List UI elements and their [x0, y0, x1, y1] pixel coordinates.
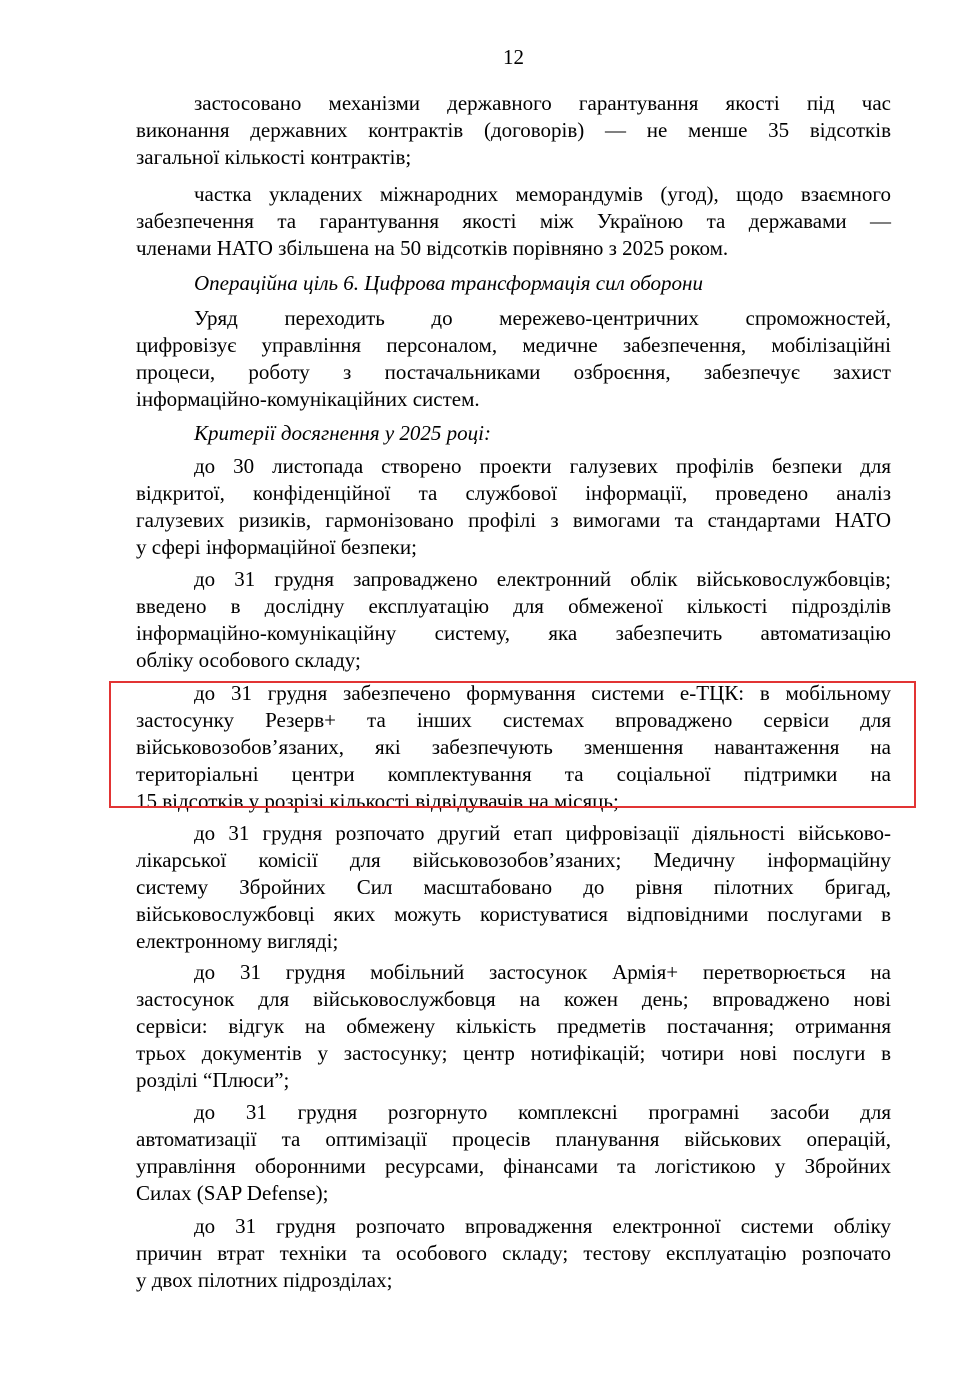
- paragraph-line: обліку особового складу;: [136, 648, 361, 672]
- paragraph-line: до 31 грудня розпочато впровадження електронної системи обліку: [194, 1214, 891, 1238]
- paragraph-government-transition: [136, 305, 891, 413]
- paragraph-line: галузевих ризиків, гармонізовано профілі з вимогами та стандартами НАТО: [136, 508, 891, 532]
- paragraph-line: відкритої, конфіденційної та службової інформації, проведено аналіз: [136, 481, 891, 505]
- paragraph-line: територіальні центри комплектування та соціальної підтримки на: [136, 762, 891, 786]
- paragraph-line: до 31 грудня розпочато другий етап цифровізації діяльності військово-: [194, 821, 891, 845]
- paragraph-line: до 31 грудня запроваджено електронний облік військовослужбовців;: [194, 567, 891, 591]
- paragraph-nato-memoranda: [136, 181, 891, 262]
- paragraph-line: трьох документів у застосунку; центр нотифікацій; чотири нові послуги в: [136, 1041, 891, 1065]
- paragraph-line: у сфері інформаційної безпеки;: [136, 535, 417, 559]
- paragraph-line: виконання державних контрактів (договорів) — не менше 35 відсотків: [136, 118, 891, 142]
- paragraph-line: лікарської комісії для військовозобов’язаних; Медичну інформаційну: [136, 848, 891, 872]
- paragraph-line: Уряд переходить до мережево-центричних спроможностей,: [194, 306, 891, 330]
- paragraph-line: загальної кількості контрактів;: [136, 145, 412, 169]
- highlight-box: [109, 681, 916, 808]
- paragraph-medical-commission: [136, 820, 891, 955]
- page-number: 12: [503, 45, 524, 69]
- heading-line: Операційна ціль 6. Цифрова трансформація сил оборони: [194, 271, 703, 295]
- paragraph-army-plus: [136, 959, 891, 1094]
- paragraph-line: причин втрат техніки та особового складу; тестову експлуатацію розпочато: [136, 1241, 891, 1265]
- paragraph-line: у двох пілотних підрозділах;: [136, 1268, 393, 1292]
- paragraph-line: систему Збройних Сил масштабовано до рівня пілотних бригад,: [136, 875, 891, 899]
- paragraph-line: військовозобов’язаних, які забезпечують зменшення навантаження на: [136, 735, 891, 759]
- paragraph-line: застосовано механізми державного гарантування якості під час: [194, 91, 891, 115]
- paragraph-line: введено в дослідну експлуатацію для обмеженої кількості підрозділів: [136, 594, 891, 618]
- paragraph-electronic-records: [136, 566, 891, 674]
- paragraph-line: електронному вигляді;: [136, 929, 339, 953]
- paragraph-line: 15 відсотків у розрізі кількості відвідувачів на місяць;: [136, 789, 619, 813]
- paragraph-line: автоматизації та оптимізації процесів планування військових операцій,: [136, 1127, 891, 1151]
- paragraph-line: застосунку Резерв+ та інших системах впроваджено сервіси для: [136, 708, 891, 732]
- paragraph-line: розділі “Плюси”;: [136, 1068, 290, 1092]
- paragraph-line: сервіси: відгук на обмежену кількість предметів постачання; отримання: [136, 1014, 891, 1038]
- heading-line: Критерії досягнення у 2025 році:: [194, 421, 491, 445]
- paragraph-line: до 31 грудня розгорнуто комплексні програмні засоби для: [194, 1100, 891, 1124]
- paragraph-line: до 30 листопада створено проекти галузевих профілів безпеки для: [194, 454, 891, 478]
- paragraph-line: процеси, роботу з постачальниками озброєння, забезпечує захист: [136, 360, 891, 384]
- heading-operational-goal-6: [136, 270, 891, 297]
- paragraph-line: Силах (SAP Defense);: [136, 1181, 329, 1205]
- paragraph-line: управління оборонними ресурсами, фінансами та логістикою у Збройних: [136, 1154, 891, 1178]
- paragraph-security-profiles: [136, 453, 891, 561]
- paragraph-line: частка укладених міжнародних меморандумів (угод), щодо взаємного: [194, 182, 891, 206]
- paragraph-line: до 31 грудня мобільний застосунок Армія+ перетворюється на: [194, 960, 891, 984]
- heading-criteria-2025: [136, 420, 891, 447]
- paragraph-loss-accounting: [136, 1213, 891, 1294]
- paragraph-sap-defense: [136, 1099, 891, 1207]
- paragraph-line: членами НАТО збільшена на 50 відсотків порівняно з 2025 роком.: [136, 236, 729, 260]
- paragraph-line: військовослужбовці яких можуть користуватися відповідними послугами в: [136, 902, 891, 926]
- paragraph-line: до 31 грудня забезпечено формування системи е-ТЦК: в мобільному: [194, 681, 891, 705]
- paragraph-line: цифровізує управління персоналом, медичне забезпечення, мобілізаційні: [136, 333, 891, 357]
- paragraph-line: інформаційно-комунікаційних систем.: [136, 387, 480, 411]
- paragraph-line: забезпечення та гарантування якості між Україною та державами —: [136, 209, 891, 233]
- paragraph-quality-contracts: [136, 90, 891, 171]
- paragraph-line: застосунок для військовослужбовця на кожен день; впроваджено нові: [136, 987, 891, 1011]
- paragraph-line: інформаційно-комунікаційну систему, яка забезпечить автоматизацію: [136, 621, 891, 645]
